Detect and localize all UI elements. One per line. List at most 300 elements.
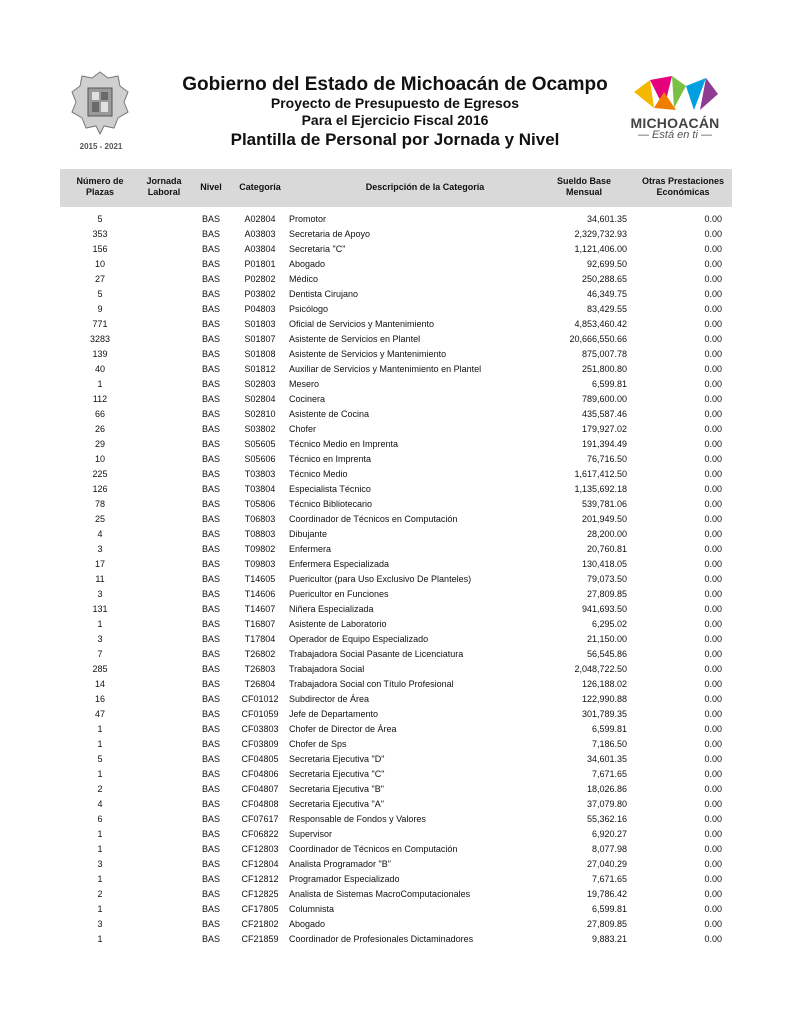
- table-row: [60, 887, 732, 902]
- cell-categoria: CF12812: [241, 874, 279, 884]
- cell-sueldo: 7,186.50: [591, 739, 627, 749]
- col-header-sueldo-line2: Mensual: [565, 187, 602, 197]
- cell-plazas: 6: [97, 814, 103, 824]
- cell-descripcion: Operador de Equipo Especializado: [289, 634, 429, 644]
- cell-nivel: BAS: [201, 889, 220, 899]
- cell-otras: 0.00: [704, 874, 722, 884]
- cell-nivel: BAS: [201, 754, 220, 764]
- col-header-jornada: [138, 176, 190, 198]
- cell-sueldo: 250,288.65: [581, 274, 627, 284]
- col-header-otras-line2: Económicas: [656, 187, 710, 197]
- cell-descripcion: Trabajadora Social Pasante de Licenciatura: [289, 649, 464, 659]
- cell-plazas: 1: [97, 874, 103, 884]
- cell-otras: 0.00: [704, 334, 722, 344]
- cell-categoria: S02804: [244, 394, 276, 404]
- logo-wordmark: MICHOACÁN: [630, 115, 720, 131]
- cell-nivel: BAS: [201, 394, 220, 404]
- cell-plazas: 353: [92, 229, 108, 239]
- cell-plazas: 3: [97, 919, 103, 929]
- table-row: [60, 707, 732, 722]
- cell-sueldo: 6,599.81: [591, 724, 627, 734]
- table-row: [60, 902, 732, 917]
- cell-descripcion: Chofer: [289, 424, 317, 434]
- cell-descripcion: Abogado: [289, 259, 326, 269]
- cell-plazas: 10: [94, 454, 105, 464]
- table-body: [60, 212, 732, 947]
- cell-sueldo: 9,883.21: [591, 934, 627, 944]
- cell-plazas: 1: [97, 619, 103, 629]
- cell-otras: 0.00: [704, 559, 722, 569]
- cell-nivel: BAS: [201, 379, 220, 389]
- cell-nivel: BAS: [201, 409, 220, 419]
- cell-nivel: BAS: [201, 349, 220, 359]
- cell-descripcion: Auxiliar de Servicios y Mantenimiento en Plantel: [289, 364, 482, 374]
- cell-categoria: T09803: [244, 559, 276, 569]
- cell-plazas: 66: [94, 409, 105, 419]
- cell-plazas: 5: [97, 754, 103, 764]
- cell-otras: 0.00: [704, 919, 722, 929]
- cell-categoria: T26803: [244, 664, 276, 674]
- cell-plazas: 126: [92, 484, 108, 494]
- cell-nivel: BAS: [201, 934, 220, 944]
- cell-sueldo: 8,077.98: [591, 844, 627, 854]
- cell-otras: 0.00: [704, 214, 722, 224]
- cell-plazas: 1: [97, 829, 103, 839]
- cell-otras: 0.00: [704, 889, 722, 899]
- cell-plazas: 9: [97, 304, 103, 314]
- cell-otras: 0.00: [704, 454, 722, 464]
- cell-plazas: 1: [97, 769, 103, 779]
- cell-sueldo: 20,760.81: [586, 544, 627, 554]
- cell-plazas: 3: [97, 859, 103, 869]
- table-row: [60, 647, 732, 662]
- cell-descripcion: Asistente de Servicios en Plantel: [289, 334, 421, 344]
- table-row: [60, 722, 732, 737]
- cell-categoria: A03804: [244, 244, 276, 254]
- table-row: [60, 227, 732, 242]
- col-header-otras: [634, 176, 732, 198]
- cell-descripcion: Dibujante: [289, 529, 328, 539]
- cell-otras: 0.00: [704, 724, 722, 734]
- cell-plazas: 1: [97, 739, 103, 749]
- col-header-jornada-line1: Jornada: [146, 176, 182, 186]
- cell-otras: 0.00: [704, 529, 722, 539]
- cell-nivel: BAS: [201, 514, 220, 524]
- cell-descripcion: Técnico Medio: [289, 469, 348, 479]
- logo-tagline: — Está en ti —: [638, 129, 712, 141]
- cell-otras: 0.00: [704, 589, 722, 599]
- cell-categoria: S01812: [244, 364, 276, 374]
- cell-descripcion: Chofer de Director de Área: [289, 724, 397, 734]
- cell-descripcion: Secretaria "C": [289, 244, 346, 254]
- cell-sueldo: 435,587.46: [581, 409, 627, 419]
- state-seal-icon: [70, 70, 130, 136]
- cell-descripcion: Abogado: [289, 919, 326, 929]
- cell-plazas: 7: [97, 649, 103, 659]
- cell-categoria: A02804: [244, 214, 276, 224]
- cell-plazas: 27: [94, 274, 105, 284]
- cell-plazas: 3283: [89, 334, 111, 344]
- cell-categoria: T26802: [244, 649, 276, 659]
- cell-descripcion: Trabajadora Social: [289, 664, 365, 674]
- cell-nivel: BAS: [201, 544, 220, 554]
- cell-sueldo: 191,394.49: [581, 439, 627, 449]
- cell-descripcion: Coordinador de Técnicos en Computación: [289, 514, 458, 524]
- table-row: [60, 542, 732, 557]
- subtitle-budget: Proyecto de Presupuesto de Egresos: [270, 95, 520, 111]
- cell-descripcion: Médico: [289, 274, 319, 284]
- cell-nivel: BAS: [201, 334, 220, 344]
- cell-nivel: BAS: [201, 304, 220, 314]
- cell-categoria: T09802: [244, 544, 276, 554]
- cell-categoria: CF07617: [241, 814, 279, 824]
- title-block: [160, 74, 630, 150]
- cell-nivel: BAS: [201, 784, 220, 794]
- cell-plazas: 14: [94, 679, 105, 689]
- cell-nivel: BAS: [201, 214, 220, 224]
- cell-categoria: A03803: [244, 229, 276, 239]
- cell-otras: 0.00: [704, 574, 722, 584]
- cell-otras: 0.00: [704, 484, 722, 494]
- cell-plazas: 139: [92, 349, 108, 359]
- table-row: [60, 677, 732, 692]
- col-header-plazas-line1: Número de: [76, 176, 124, 186]
- cell-categoria: CF04807: [241, 784, 279, 794]
- cell-descripcion: Coordinador de Profesionales Dictaminadores: [289, 934, 474, 944]
- cell-categoria: CF04808: [241, 799, 279, 809]
- cell-nivel: BAS: [201, 634, 220, 644]
- cell-sueldo: 2,048,722.50: [574, 664, 627, 674]
- cell-plazas: 1: [97, 724, 103, 734]
- cell-plazas: 285: [92, 664, 108, 674]
- cell-categoria: T14606: [244, 589, 276, 599]
- cell-plazas: 47: [94, 709, 105, 719]
- cell-sueldo: 251,800.80: [581, 364, 627, 374]
- table-row: [60, 572, 732, 587]
- page-title: Gobierno del Estado de Michoacán de Ocampo: [182, 74, 608, 95]
- cell-categoria: CF01012: [241, 694, 279, 704]
- cell-categoria: CF03809: [241, 739, 279, 749]
- col-header-plazas-line2: Plazas: [85, 187, 115, 197]
- cell-categoria: T14607: [244, 604, 276, 614]
- cell-otras: 0.00: [704, 754, 722, 764]
- cell-otras: 0.00: [704, 934, 722, 944]
- cell-plazas: 3: [97, 634, 103, 644]
- cell-otras: 0.00: [704, 409, 722, 419]
- cell-descripcion: Columnista: [289, 904, 335, 914]
- table-row: [60, 437, 732, 452]
- table-row: [60, 662, 732, 677]
- cell-otras: 0.00: [704, 319, 722, 329]
- cell-nivel: BAS: [201, 274, 220, 284]
- cell-nivel: BAS: [201, 844, 220, 854]
- cell-otras: 0.00: [704, 469, 722, 479]
- cell-categoria: S01807: [244, 334, 276, 344]
- table-row: [60, 317, 732, 332]
- cell-categoria: S05606: [244, 454, 276, 464]
- cell-sueldo: 6,920.27: [591, 829, 627, 839]
- cell-otras: 0.00: [704, 424, 722, 434]
- cell-otras: 0.00: [704, 394, 722, 404]
- cell-categoria: P01801: [244, 259, 276, 269]
- table-row: [60, 242, 732, 257]
- table-row: [60, 692, 732, 707]
- cell-nivel: BAS: [201, 574, 220, 584]
- cell-categoria: CF12825: [241, 889, 279, 899]
- cell-otras: 0.00: [704, 694, 722, 704]
- cell-sueldo: 179,927.02: [581, 424, 627, 434]
- table-row: [60, 377, 732, 392]
- cell-otras: 0.00: [704, 619, 722, 629]
- cell-otras: 0.00: [704, 544, 722, 554]
- cell-sueldo: 79,073.50: [586, 574, 627, 584]
- cell-sueldo: 6,295.02: [591, 619, 627, 629]
- cell-sueldo: 55,362.16: [586, 814, 627, 824]
- cell-sueldo: 92,699.50: [586, 259, 627, 269]
- cell-nivel: BAS: [201, 664, 220, 674]
- cell-plazas: 11: [95, 574, 105, 584]
- cell-categoria: CF06822: [241, 829, 279, 839]
- cell-nivel: BAS: [201, 694, 220, 704]
- cell-otras: 0.00: [704, 649, 722, 659]
- cell-categoria: P04803: [244, 304, 276, 314]
- cell-categoria: CF01059: [241, 709, 279, 719]
- cell-nivel: BAS: [201, 259, 220, 269]
- cell-nivel: BAS: [201, 559, 220, 569]
- cell-categoria: P02802: [244, 274, 276, 284]
- cell-sueldo: 4,853,460.42: [574, 319, 627, 329]
- cell-sueldo: 941,693.50: [581, 604, 627, 614]
- cell-sueldo: 83,429.55: [586, 304, 627, 314]
- cell-descripcion: Jefe de Departamento: [289, 709, 379, 719]
- cell-sueldo: 46,349.75: [586, 289, 627, 299]
- cell-sueldo: 201,949.50: [581, 514, 627, 524]
- cell-plazas: 2: [97, 889, 103, 899]
- table-row: [60, 797, 732, 812]
- cell-plazas: 5: [97, 214, 103, 224]
- col-header-nivel: Nivel: [200, 182, 222, 192]
- cell-sueldo: 34,601.35: [586, 754, 627, 764]
- cell-categoria: CF12803: [241, 844, 279, 854]
- cell-sueldo: 7,671.65: [591, 769, 627, 779]
- cell-nivel: BAS: [201, 604, 220, 614]
- table-row: [60, 617, 732, 632]
- cell-categoria: S02810: [244, 409, 276, 419]
- cell-otras: 0.00: [704, 859, 722, 869]
- cell-categoria: CF21859: [241, 934, 279, 944]
- cell-nivel: BAS: [201, 739, 220, 749]
- cell-categoria: CF21802: [241, 919, 279, 929]
- cell-categoria: CF12804: [241, 859, 279, 869]
- cell-sueldo: 1,135,692.18: [574, 484, 627, 494]
- cell-plazas: 5: [97, 289, 103, 299]
- cell-sueldo: 27,809.85: [586, 919, 627, 929]
- table-row: [60, 767, 732, 782]
- cell-nivel: BAS: [201, 469, 220, 479]
- document-header: [0, 0, 791, 160]
- cell-otras: 0.00: [704, 679, 722, 689]
- cell-sueldo: 875,007.78: [581, 349, 627, 359]
- cell-nivel: BAS: [201, 874, 220, 884]
- cell-plazas: 225: [92, 469, 108, 479]
- cell-descripcion: Trabajadora Social con Título Profesional: [289, 679, 454, 689]
- cell-nivel: BAS: [201, 679, 220, 689]
- cell-sueldo: 76,716.50: [586, 454, 627, 464]
- cell-sueldo: 27,809.85: [586, 589, 627, 599]
- col-header-sueldo-line1: Sueldo Base: [556, 176, 612, 186]
- cell-otras: 0.00: [704, 274, 722, 284]
- cell-descripcion: Psicólogo: [289, 304, 329, 314]
- cell-nivel: BAS: [201, 529, 220, 539]
- cell-nivel: BAS: [201, 709, 220, 719]
- cell-otras: 0.00: [704, 304, 722, 314]
- cell-descripcion: Dentista Cirujano: [289, 289, 359, 299]
- cell-nivel: BAS: [201, 769, 220, 779]
- cell-categoria: P03802: [244, 289, 276, 299]
- cell-nivel: BAS: [201, 814, 220, 824]
- cell-descripcion: Enfermera: [289, 544, 332, 554]
- cell-sueldo: 18,026.86: [586, 784, 627, 794]
- table-row: [60, 362, 732, 377]
- cell-categoria: S01808: [244, 349, 276, 359]
- cell-plazas: 1: [97, 904, 103, 914]
- cell-otras: 0.00: [704, 709, 722, 719]
- table-row: [60, 602, 732, 617]
- col-header-descripcion: Descripción de la Categoría: [365, 182, 485, 192]
- cell-nivel: BAS: [201, 439, 220, 449]
- col-header-otras-line1: Otras Prestaciones: [641, 176, 725, 186]
- cell-otras: 0.00: [704, 814, 722, 824]
- table-row: [60, 452, 732, 467]
- table-row: [60, 302, 732, 317]
- table-row: [60, 737, 732, 752]
- cell-nivel: BAS: [201, 229, 220, 239]
- table-row: [60, 587, 732, 602]
- cell-sueldo: 20,666,550.66: [569, 334, 627, 344]
- cell-categoria: CF17805: [241, 904, 279, 914]
- cell-descripcion: Analista de Sistemas MacroComputacionales: [289, 889, 471, 899]
- cell-categoria: S01803: [244, 319, 276, 329]
- cell-sueldo: 21,150.00: [586, 634, 627, 644]
- cell-descripcion: Técnico en Imprenta: [289, 454, 372, 464]
- table-row: [60, 407, 732, 422]
- table-row: [60, 347, 732, 362]
- cell-sueldo: 34,601.35: [586, 214, 627, 224]
- cell-descripcion: Secretaria Ejecutiva "C": [289, 769, 385, 779]
- table-row: [60, 212, 732, 227]
- subtitle-staff: Plantilla de Personal por Jornada y Nivel: [230, 130, 560, 149]
- table-row: [60, 752, 732, 767]
- cell-descripcion: Secretaria de Apoyo: [289, 229, 371, 239]
- cell-sueldo: 56,545.86: [586, 649, 627, 659]
- table-row: [60, 842, 732, 857]
- cell-otras: 0.00: [704, 379, 722, 389]
- cell-otras: 0.00: [704, 664, 722, 674]
- cell-plazas: 25: [94, 514, 105, 524]
- table-row: [60, 272, 732, 287]
- cell-otras: 0.00: [704, 499, 722, 509]
- cell-plazas: 1: [97, 379, 103, 389]
- cell-nivel: BAS: [201, 319, 220, 329]
- cell-descripcion: Asistente de Cocina: [289, 409, 370, 419]
- col-header-jornada-line2: Laboral: [147, 187, 181, 197]
- cell-categoria: S02803: [244, 379, 276, 389]
- cell-categoria: S05605: [244, 439, 276, 449]
- cell-descripcion: Especialista Técnico: [289, 484, 371, 494]
- cell-plazas: 10: [94, 259, 105, 269]
- cell-plazas: 2: [97, 784, 103, 794]
- cell-plazas: 3: [97, 589, 103, 599]
- cell-sueldo: 6,599.81: [591, 904, 627, 914]
- cell-descripcion: Oficial de Servicios y Mantenimiento: [289, 319, 435, 329]
- cell-plazas: 3: [97, 544, 103, 554]
- table-row: [60, 332, 732, 347]
- cell-descripcion: Cocinera: [289, 394, 326, 404]
- cell-otras: 0.00: [704, 844, 722, 854]
- cell-categoria: CF04806: [241, 769, 279, 779]
- cell-categoria: T06803: [244, 514, 276, 524]
- cell-otras: 0.00: [704, 784, 722, 794]
- subtitle-fiscal-year: Para el Ejercicio Fiscal 2016: [301, 112, 489, 128]
- cell-plazas: 771: [92, 319, 108, 329]
- table-row: [60, 782, 732, 797]
- table-row: [60, 422, 732, 437]
- cell-otras: 0.00: [704, 604, 722, 614]
- cell-categoria: T08803: [244, 529, 276, 539]
- cell-nivel: BAS: [201, 859, 220, 869]
- cell-categoria: T03804: [244, 484, 276, 494]
- cell-plazas: 131: [92, 604, 108, 614]
- table-row: [60, 812, 732, 827]
- cell-nivel: BAS: [201, 919, 220, 929]
- table-row: [60, 287, 732, 302]
- cell-sueldo: 1,121,406.00: [574, 244, 627, 254]
- cell-sueldo: 28,200.00: [586, 529, 627, 539]
- cell-categoria: S03802: [244, 424, 276, 434]
- cell-otras: 0.00: [704, 244, 722, 254]
- cell-otras: 0.00: [704, 739, 722, 749]
- cell-plazas: 4: [97, 799, 103, 809]
- table-row: [60, 527, 732, 542]
- col-header-plazas: [60, 176, 140, 198]
- cell-categoria: T14605: [244, 574, 276, 584]
- cell-otras: 0.00: [704, 514, 722, 524]
- cell-sueldo: 1,617,412.50: [574, 469, 627, 479]
- cell-sueldo: 122,990.88: [581, 694, 627, 704]
- cell-plazas: 26: [94, 424, 105, 434]
- table-row: [60, 482, 732, 497]
- cell-nivel: BAS: [201, 484, 220, 494]
- cell-descripcion: Niñera Especializada: [289, 604, 374, 614]
- cell-sueldo: 2,329,732.93: [574, 229, 627, 239]
- cell-otras: 0.00: [704, 349, 722, 359]
- table-row: [60, 932, 732, 947]
- cell-descripcion: Mesero: [289, 379, 320, 389]
- cell-plazas: 17: [94, 559, 105, 569]
- cell-nivel: BAS: [201, 619, 220, 629]
- cell-plazas: 4: [97, 529, 103, 539]
- cell-plazas: 156: [92, 244, 108, 254]
- table-row: [60, 392, 732, 407]
- cell-plazas: 16: [94, 694, 105, 704]
- cell-nivel: BAS: [201, 424, 220, 434]
- cell-plazas: 78: [94, 499, 105, 509]
- cell-otras: 0.00: [704, 829, 722, 839]
- cell-descripcion: Puericultor en Funciones: [289, 589, 389, 599]
- cell-sueldo: 19,786.42: [586, 889, 627, 899]
- cell-otras: 0.00: [704, 289, 722, 299]
- cell-descripcion: Enfermera Especializada: [289, 559, 390, 569]
